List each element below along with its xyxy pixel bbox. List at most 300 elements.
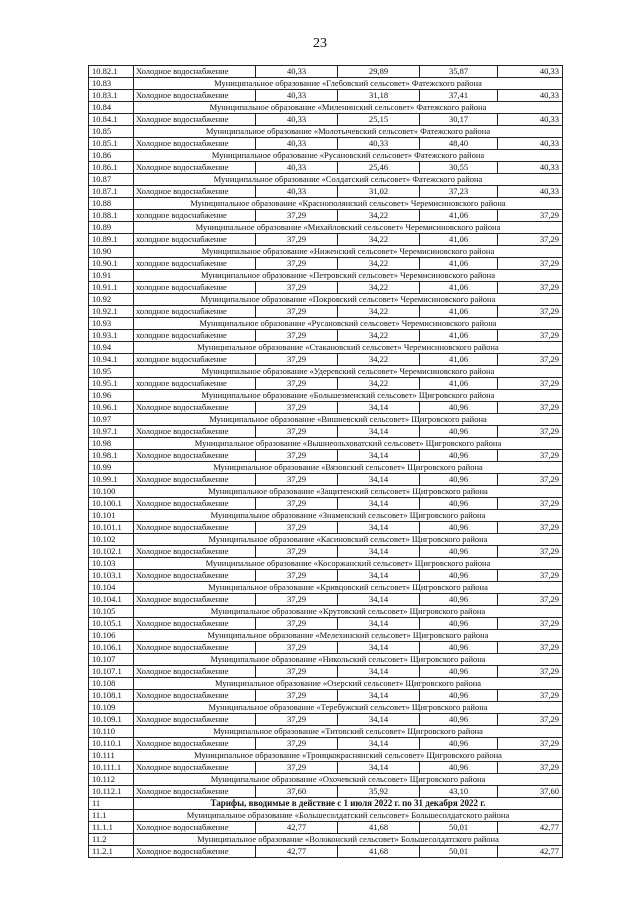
tariff-value: 37,29	[498, 474, 563, 486]
tariff-value: 37,29	[498, 234, 563, 246]
service-label: Холодное водоснабжение	[134, 114, 256, 126]
tariff-value: 40,96	[420, 570, 498, 582]
service-label: Холодное водоснабжение	[134, 498, 256, 510]
row-number: 10.94.1	[89, 354, 134, 366]
municipality-row	[89, 606, 563, 618]
municipality-title: Муниципальное образование «Вышнеольховатский сельсовет» Щигровского района	[134, 438, 563, 450]
tariff-value: 37,29	[256, 450, 338, 462]
tariff-row	[89, 846, 563, 858]
tariff-value: 40,96	[420, 522, 498, 534]
service-label: Холодное водоснабжение	[134, 642, 256, 654]
tariff-value: 34,14	[338, 618, 420, 630]
tariff-value: 30,17	[420, 114, 498, 126]
section-header-row	[89, 798, 563, 810]
municipality-title: Муниципальное образование «Вишневский сельсовет» Щигровского района	[134, 414, 563, 426]
service-label: холодное водоснабжение	[134, 378, 256, 390]
tariff-value: 41,06	[420, 306, 498, 318]
service-label: Холодное водоснабжение	[134, 138, 256, 150]
tariff-value: 37,23	[420, 186, 498, 198]
tariff-row	[89, 90, 563, 102]
tariff-value: 37,29	[256, 642, 338, 654]
tariff-row	[89, 642, 563, 654]
tariff-value: 34,14	[338, 738, 420, 750]
tariff-value: 48,40	[420, 138, 498, 150]
tariff-value: 42,77	[256, 822, 338, 834]
tariff-value: 25,15	[338, 114, 420, 126]
tariff-row	[89, 66, 563, 78]
tariff-value: 37,29	[256, 378, 338, 390]
row-number: 10.112.1	[89, 786, 134, 798]
tariff-row	[89, 762, 563, 774]
tariff-row	[89, 378, 563, 390]
municipality-title: Муниципальное образование «Миленинский сельсовет» Фатежского района	[134, 102, 563, 114]
tariff-value: 43,10	[420, 786, 498, 798]
row-number: 10.108.1	[89, 690, 134, 702]
municipality-row	[89, 294, 563, 306]
service-label: Холодное водоснабжение	[134, 786, 256, 798]
tariff-value: 42,77	[498, 822, 563, 834]
tariff-value: 37,29	[256, 690, 338, 702]
municipality-title: Муниципальное образование «Касиновский сельсовет» Щигровского района	[134, 534, 563, 546]
tariff-value: 37,29	[256, 522, 338, 534]
tariff-value: 37,29	[498, 450, 563, 462]
tariff-table-body	[89, 66, 563, 858]
row-number: 10.91	[89, 270, 134, 282]
service-label: Холодное водоснабжение	[134, 162, 256, 174]
tariff-value: 37,29	[498, 522, 563, 534]
service-label: холодное водоснабжение	[134, 330, 256, 342]
tariff-value: 40,33	[498, 138, 563, 150]
row-number: 10.98	[89, 438, 134, 450]
tariff-row	[89, 786, 563, 798]
municipality-row	[89, 810, 563, 822]
tariff-value: 37,60	[256, 786, 338, 798]
tariff-value: 40,96	[420, 642, 498, 654]
municipality-row	[89, 654, 563, 666]
tariff-row	[89, 714, 563, 726]
row-number: 10.93	[89, 318, 134, 330]
tariff-value: 40,96	[420, 714, 498, 726]
tariff-row	[89, 618, 563, 630]
tariff-value: 34,14	[338, 546, 420, 558]
service-label: Холодное водоснабжение	[134, 66, 256, 78]
municipality-title: Муниципальное образование «Русановский сельсовет» Фатежского района	[134, 150, 563, 162]
municipality-row	[89, 270, 563, 282]
tariff-value: 41,68	[338, 846, 420, 858]
municipality-title: Муниципальное образование «Кривцовский сельсовет» Щигровского района	[134, 582, 563, 594]
municipality-row	[89, 246, 563, 258]
row-number: 10.94	[89, 342, 134, 354]
tariff-value: 37,29	[498, 690, 563, 702]
tariff-value: 50,01	[420, 822, 498, 834]
tariff-value: 34,14	[338, 402, 420, 414]
municipality-row	[89, 102, 563, 114]
tariff-value: 34,14	[338, 474, 420, 486]
tariff-value: 37,29	[256, 666, 338, 678]
tariff-row	[89, 522, 563, 534]
tariff-value: 40,33	[256, 186, 338, 198]
service-label: Холодное водоснабжение	[134, 450, 256, 462]
row-number: 10.111.1	[89, 762, 134, 774]
municipality-row	[89, 150, 563, 162]
tariff-value: 40,33	[256, 90, 338, 102]
row-number: 10.90.1	[89, 258, 134, 270]
service-label: Холодное водоснабжение	[134, 570, 256, 582]
row-number: 10.111	[89, 750, 134, 762]
municipality-row	[89, 126, 563, 138]
tariff-value: 37,29	[256, 738, 338, 750]
tariff-value: 37,29	[256, 618, 338, 630]
row-number: 10.103	[89, 558, 134, 570]
tariff-value: 41,06	[420, 234, 498, 246]
municipality-title: Муниципальное образование «Михайловский сельсовет» Черемисиновского района	[134, 222, 563, 234]
row-number: 10.98.1	[89, 450, 134, 462]
row-number: 10.84.1	[89, 114, 134, 126]
tariff-value: 41,06	[420, 330, 498, 342]
row-number: 10.99	[89, 462, 134, 474]
row-number: 10.89.1	[89, 234, 134, 246]
tariff-value: 34,14	[338, 594, 420, 606]
municipality-title: Муниципальное образование «Русановский сельсовет» Черемисиновского района	[134, 318, 563, 330]
municipality-row	[89, 702, 563, 714]
municipality-row	[89, 486, 563, 498]
tariff-value: 37,29	[256, 306, 338, 318]
tariff-value: 29,89	[338, 66, 420, 78]
tariff-row	[89, 330, 563, 342]
service-label: Холодное водоснабжение	[134, 594, 256, 606]
municipality-row	[89, 630, 563, 642]
municipality-row	[89, 390, 563, 402]
tariff-value: 37,29	[256, 258, 338, 270]
tariff-value: 40,33	[256, 114, 338, 126]
row-number: 10.85.1	[89, 138, 134, 150]
tariff-value: 37,29	[498, 402, 563, 414]
row-number: 10.102.1	[89, 546, 134, 558]
row-number: 10.106.1	[89, 642, 134, 654]
tariff-row	[89, 402, 563, 414]
municipality-title: Муниципальное образование «Стакановский сельсовет» Черемисиновского района	[134, 342, 563, 354]
row-number: 10.97	[89, 414, 134, 426]
row-number: 10.102	[89, 534, 134, 546]
tariff-value: 37,29	[256, 282, 338, 294]
tariff-value: 37,29	[256, 354, 338, 366]
tariff-value: 42,77	[498, 846, 563, 858]
tariff-value: 41,68	[338, 822, 420, 834]
row-number: 10.91.1	[89, 282, 134, 294]
service-label: Холодное водоснабжение	[134, 546, 256, 558]
tariff-table	[88, 65, 563, 858]
service-label: холодное водоснабжение	[134, 282, 256, 294]
row-number: 10.107	[89, 654, 134, 666]
municipality-row	[89, 78, 563, 90]
tariff-value: 41,06	[420, 378, 498, 390]
tariff-value: 37,29	[498, 426, 563, 438]
municipality-title: Муниципальное образование «Титовский сельсовет» Щигровского района	[134, 726, 563, 738]
service-label: Холодное водоснабжение	[134, 846, 256, 858]
service-label: Холодное водоснабжение	[134, 186, 256, 198]
tariff-row	[89, 690, 563, 702]
tariff-value: 37,29	[498, 258, 563, 270]
tariff-value: 37,29	[498, 570, 563, 582]
municipality-row	[89, 534, 563, 546]
tariff-value: 37,29	[498, 714, 563, 726]
municipality-title: Муниципальное образование «Волоконский сельсовет» Большесолдатского района	[134, 834, 563, 846]
tariff-value: 34,14	[338, 642, 420, 654]
tariff-value: 40,96	[420, 690, 498, 702]
tariff-value: 37,29	[498, 642, 563, 654]
tariff-value: 34,22	[338, 354, 420, 366]
tariff-value: 34,14	[338, 570, 420, 582]
tariff-row	[89, 570, 563, 582]
tariff-value: 40,96	[420, 666, 498, 678]
row-number: 11	[89, 798, 134, 810]
row-number: 10.96	[89, 390, 134, 402]
tariff-value: 50,01	[420, 846, 498, 858]
municipality-title: Муниципальное образование «Покровский сельсовет» Черемисиновского района	[134, 294, 563, 306]
tariff-value: 41,06	[420, 210, 498, 222]
tariff-value: 34,14	[338, 522, 420, 534]
municipality-title: Муниципальное образование «Петровский сельсовет» Черемисиновского района	[134, 270, 563, 282]
tariff-row	[89, 162, 563, 174]
row-number: 10.93.1	[89, 330, 134, 342]
service-label: Холодное водоснабжение	[134, 762, 256, 774]
municipality-row	[89, 510, 563, 522]
tariff-row	[89, 354, 563, 366]
tariff-row	[89, 450, 563, 462]
municipality-title: Муниципальное образование «Косоржанский сельсовет» Щигровского района	[134, 558, 563, 570]
row-number: 10.83.1	[89, 90, 134, 102]
tariff-value: 40,96	[420, 402, 498, 414]
tariff-value: 34,22	[338, 306, 420, 318]
municipality-title: Муниципальное образование «Большезменский сельсовет» Щигровского района	[134, 390, 563, 402]
tariff-value: 37,29	[498, 498, 563, 510]
tariff-row	[89, 306, 563, 318]
row-number: 11.1	[89, 810, 134, 822]
row-number: 10.108	[89, 678, 134, 690]
row-number: 10.100	[89, 486, 134, 498]
row-number: 10.104.1	[89, 594, 134, 606]
tariff-row	[89, 138, 563, 150]
tariff-row	[89, 234, 563, 246]
municipality-row	[89, 726, 563, 738]
municipality-row	[89, 462, 563, 474]
tariff-value: 40,33	[498, 186, 563, 198]
row-number: 10.85	[89, 126, 134, 138]
tariff-value: 34,22	[338, 234, 420, 246]
tariff-value: 34,22	[338, 378, 420, 390]
row-number: 11.2.1	[89, 846, 134, 858]
tariff-value: 34,22	[338, 210, 420, 222]
municipality-row	[89, 342, 563, 354]
tariff-value: 37,29	[498, 762, 563, 774]
tariff-value: 40,96	[420, 426, 498, 438]
row-number: 10.112	[89, 774, 134, 786]
tariff-value: 37,29	[498, 666, 563, 678]
row-number: 10.110	[89, 726, 134, 738]
row-number: 10.99.1	[89, 474, 134, 486]
municipality-row	[89, 558, 563, 570]
tariff-value: 37,29	[498, 618, 563, 630]
municipality-title: Муниципальное образование «Защитенский сельсовет» Щигровского района	[134, 486, 563, 498]
row-number: 10.84	[89, 102, 134, 114]
municipality-row	[89, 678, 563, 690]
tariff-value: 40,96	[420, 474, 498, 486]
municipality-title: Муниципальное образование «Глебовский сельсовет» Фатежского района	[134, 78, 563, 90]
service-label: Холодное водоснабжение	[134, 618, 256, 630]
tariff-value: 37,29	[256, 594, 338, 606]
row-number: 10.100.1	[89, 498, 134, 510]
row-number: 10.106	[89, 630, 134, 642]
tariff-value: 37,29	[256, 330, 338, 342]
tariff-value: 40,96	[420, 546, 498, 558]
tariff-value: 41,06	[420, 354, 498, 366]
tariff-value: 37,29	[498, 546, 563, 558]
tariff-value: 37,29	[256, 210, 338, 222]
tariff-value: 37,29	[498, 210, 563, 222]
row-number: 10.97.1	[89, 426, 134, 438]
row-number: 10.83	[89, 78, 134, 90]
municipality-title: Муниципальное образование «Теребужский сельсовет» Щигровского района	[134, 702, 563, 714]
service-label: Холодное водоснабжение	[134, 402, 256, 414]
tariff-row	[89, 282, 563, 294]
tariff-value: 40,33	[256, 66, 338, 78]
row-number: 10.104	[89, 582, 134, 594]
row-number: 10.88	[89, 198, 134, 210]
tariff-row	[89, 546, 563, 558]
municipality-title: Муниципальное образование «Солдатский сельсовет» Фатежского района	[134, 174, 563, 186]
row-number: 10.87.1	[89, 186, 134, 198]
row-number: 10.105	[89, 606, 134, 618]
service-label: холодное водоснабжение	[134, 258, 256, 270]
tariff-value: 34,22	[338, 330, 420, 342]
tariff-value: 40,33	[498, 90, 563, 102]
tariff-value: 35,92	[338, 786, 420, 798]
service-label: холодное водоснабжение	[134, 354, 256, 366]
tariff-value: 37,29	[256, 498, 338, 510]
row-number: 10.101	[89, 510, 134, 522]
row-number: 11.2	[89, 834, 134, 846]
municipality-row	[89, 174, 563, 186]
tariff-value: 34,14	[338, 690, 420, 702]
tariff-value: 40,96	[420, 450, 498, 462]
row-number: 10.107.1	[89, 666, 134, 678]
tariff-value: 37,41	[420, 90, 498, 102]
service-label: Холодное водоснабжение	[134, 690, 256, 702]
tariff-value: 37,29	[256, 402, 338, 414]
tariff-value: 37,29	[498, 594, 563, 606]
tariff-value: 37,29	[256, 546, 338, 558]
municipality-title: Муниципальное образование «Никольский сельсовет» Щигровского района	[134, 654, 563, 666]
service-label: Холодное водоснабжение	[134, 90, 256, 102]
service-label: холодное водоснабжение	[134, 234, 256, 246]
tariff-value: 37,29	[256, 474, 338, 486]
tariff-value: 42,77	[256, 846, 338, 858]
municipality-title: Муниципальное образование «Краснополянский сельсовет» Черемисиновского района	[134, 198, 563, 210]
tariff-value: 31,02	[338, 186, 420, 198]
municipality-row	[89, 774, 563, 786]
tariff-value: 40,96	[420, 618, 498, 630]
municipality-title: Муниципальное образование «Ниженский сельсовет» Черемисиновского района	[134, 246, 563, 258]
tariff-value: 41,06	[420, 282, 498, 294]
municipality-title: Муниципальное образование «Вязовский сельсовет» Щигровского района	[134, 462, 563, 474]
tariff-value: 34,14	[338, 666, 420, 678]
service-label: Холодное водоснабжение	[134, 666, 256, 678]
municipality-row	[89, 222, 563, 234]
row-number: 10.109.1	[89, 714, 134, 726]
municipality-title: Муниципальное образование «Большесолдатский сельсовет» Большесолдатского района	[134, 810, 563, 822]
tariff-value: 34,22	[338, 282, 420, 294]
tariff-value: 40,96	[420, 498, 498, 510]
tariff-value: 34,14	[338, 498, 420, 510]
row-number: 10.95.1	[89, 378, 134, 390]
tariff-value: 37,29	[256, 234, 338, 246]
municipality-title: Муниципальное образование «Троицкокраснянский сельсовет» Щигровского района	[134, 750, 563, 762]
tariff-value: 37,29	[498, 378, 563, 390]
tariff-value: 40,33	[256, 138, 338, 150]
tariff-value: 40,96	[420, 594, 498, 606]
municipality-title: Муниципальное образование «Мелехинский сельсовет» Щигровского района	[134, 630, 563, 642]
tariff-value: 34,14	[338, 714, 420, 726]
tariff-value: 37,29	[256, 714, 338, 726]
tariff-row	[89, 594, 563, 606]
municipality-title: Муниципальное образование «Знаменский сельсовет» Щигровского района	[134, 510, 563, 522]
tariff-value: 37,29	[498, 330, 563, 342]
page-number: 23	[313, 36, 327, 51]
row-number: 10.87	[89, 174, 134, 186]
municipality-row	[89, 438, 563, 450]
municipality-row	[89, 318, 563, 330]
tariff-value: 40,33	[338, 138, 420, 150]
tariff-row	[89, 822, 563, 834]
service-label: Холодное водоснабжение	[134, 738, 256, 750]
service-label: Холодное водоснабжение	[134, 714, 256, 726]
tariff-value: 40,33	[498, 114, 563, 126]
row-number: 10.88.1	[89, 210, 134, 222]
row-number: 10.90	[89, 246, 134, 258]
section-title: Тарифы, вводимые в действие с 1 июля 2022 г. по 31 декабря 2022 г.	[134, 798, 563, 810]
municipality-row	[89, 582, 563, 594]
tariff-value: 25,46	[338, 162, 420, 174]
tariff-value: 37,29	[498, 354, 563, 366]
tariff-value: 37,29	[498, 306, 563, 318]
municipality-row	[89, 414, 563, 426]
tariff-value: 37,60	[498, 786, 563, 798]
tariff-row	[89, 186, 563, 198]
tariff-value: 37,29	[498, 282, 563, 294]
service-label: холодное водоснабжение	[134, 306, 256, 318]
service-label: Холодное водоснабжение	[134, 822, 256, 834]
row-number: 10.92	[89, 294, 134, 306]
tariff-row	[89, 114, 563, 126]
service-label: Холодное водоснабжение	[134, 522, 256, 534]
tariff-value: 30,55	[420, 162, 498, 174]
municipality-title: Муниципальное образование «Охочевский сельсовет» Щигровского района	[134, 774, 563, 786]
tariff-value: 41,06	[420, 258, 498, 270]
tariff-value: 34,14	[338, 450, 420, 462]
tariff-row	[89, 498, 563, 510]
municipality-row	[89, 366, 563, 378]
tariff-value: 40,33	[498, 66, 563, 78]
tariff-row	[89, 738, 563, 750]
tariff-value: 34,14	[338, 762, 420, 774]
municipality-title: Муниципальное образование «Молотычевский сельсовет» Фатежского района	[134, 126, 563, 138]
municipality-row	[89, 198, 563, 210]
row-number: 10.103.1	[89, 570, 134, 582]
row-number: 10.92.1	[89, 306, 134, 318]
tariff-value: 31,18	[338, 90, 420, 102]
tariff-value: 40,96	[420, 762, 498, 774]
tariff-value: 40,33	[256, 162, 338, 174]
